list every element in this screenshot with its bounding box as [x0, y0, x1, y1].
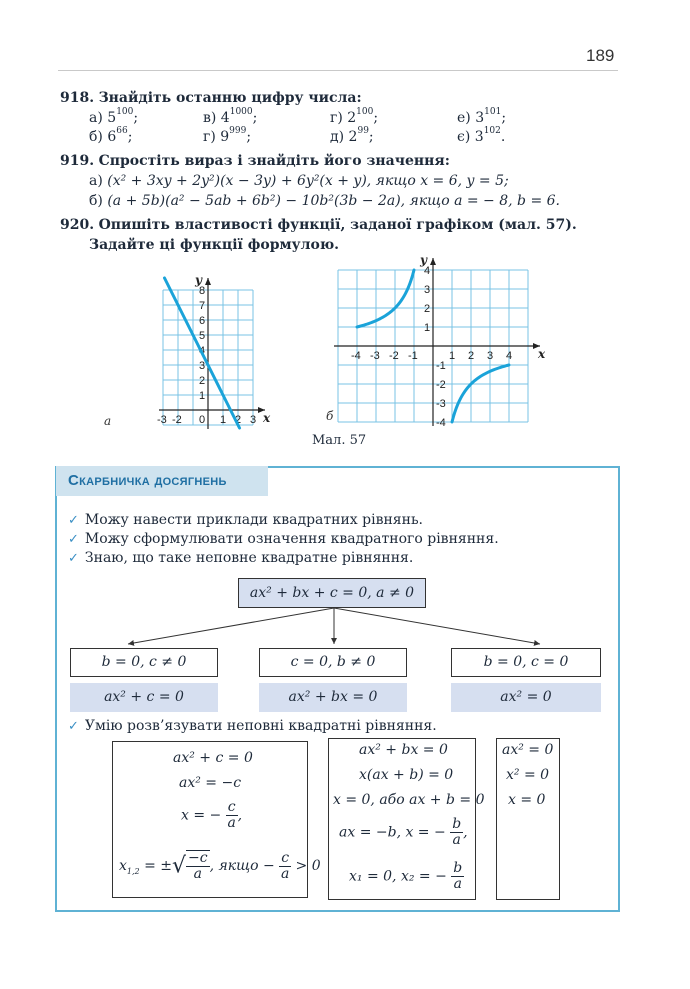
fraction: [451, 861, 464, 892]
sol3-line1: ax² = 0: [502, 742, 554, 758]
sol1-line4-gt: > 0: [291, 858, 321, 874]
x-tick-label: 1: [449, 350, 456, 362]
sol2-line4-lhs: ax = −b, x = −: [339, 824, 446, 841]
y-axis-arrow-icon: [205, 278, 211, 285]
arrow-left: [128, 608, 334, 644]
y-tick-label: -1: [436, 360, 446, 372]
sol1-line4-cond: , якщо −: [209, 858, 275, 874]
y-tick-label: 6: [199, 315, 206, 327]
task-919-title: [60, 152, 450, 171]
item-expression: (x² + 3xy + 2y²)(x − 3y) + 6y²(x + y), якщо x = 6, y = 5;: [107, 173, 509, 189]
solution-box-2: [328, 738, 485, 900]
item-exponent: 101: [484, 107, 502, 118]
task-918-title: [60, 89, 362, 108]
item-label: в): [203, 110, 221, 126]
item-base: 4: [220, 110, 230, 126]
task-number: 919.: [60, 153, 95, 169]
y-tick-label: 2: [199, 375, 206, 387]
task-919-a: [89, 172, 509, 191]
denominator: a: [227, 815, 236, 831]
page-number: 189: [586, 46, 615, 65]
item-exponent: 102: [483, 126, 501, 137]
checkmark-icon: ✓: [68, 513, 79, 528]
x-tick-label: 2: [235, 414, 242, 426]
item-base: 9: [220, 129, 230, 145]
x-tick-label: 4: [506, 350, 513, 362]
item-label: е): [457, 110, 476, 126]
sol1-line3-end: ,: [237, 807, 243, 824]
x-tick-label: -2: [389, 350, 399, 362]
condition-2: c = 0, b ≠ 0: [259, 648, 407, 677]
checkmark-icon: ✓: [68, 719, 79, 734]
denominator: a: [453, 876, 462, 892]
sol1-line4-mid: = ±: [139, 858, 173, 874]
y-axis-label: y: [420, 253, 427, 267]
numerator: c: [281, 849, 290, 866]
item-exponent: 999: [229, 126, 247, 137]
task-918-item: [330, 126, 374, 145]
sol1-line4-x: x: [119, 858, 127, 874]
sol2-line1: ax² + bx = 0: [359, 742, 448, 758]
item-base: 3: [474, 129, 484, 145]
solution-box-1: [112, 741, 321, 898]
item-exponent: 1000: [229, 107, 253, 118]
task-919-b: [89, 192, 560, 211]
y-tick-label: 4: [199, 345, 206, 357]
item-exponent: 99: [357, 126, 369, 137]
task-918-item: [330, 107, 379, 126]
item-punct: ;: [373, 110, 379, 126]
achievement-3: [68, 550, 413, 566]
item-label: а): [89, 173, 103, 189]
item-punct: ;: [127, 129, 133, 145]
series-line: [357, 270, 414, 327]
item-exponent: 100: [116, 107, 134, 118]
graph-a: [100, 255, 300, 435]
y-tick-label: 7: [199, 300, 206, 312]
denominator: a: [452, 832, 461, 848]
item-punct: ;: [252, 110, 258, 126]
y-tick-label: -3: [436, 398, 446, 410]
numerator: b: [452, 816, 462, 832]
numerator: c: [227, 799, 236, 815]
y-tick-label: -4: [436, 417, 446, 429]
subscript: 1,2: [126, 866, 140, 876]
x-tick-label: -4: [351, 350, 361, 362]
x-axis-label: x: [263, 411, 271, 425]
numerator: −c: [188, 850, 208, 866]
achievement-4: [68, 718, 437, 734]
item-base: 3: [475, 110, 485, 126]
sol2-line4: [339, 817, 468, 848]
figure-sublabel: б: [326, 409, 334, 423]
sol1-line2: ax² = −c: [179, 775, 242, 791]
figure-sublabel: а: [104, 414, 112, 428]
achievement-text: Можу навести приклади квадратних рівнянь.: [84, 512, 424, 528]
fraction: [226, 800, 238, 831]
y-tick-label: 8: [199, 285, 206, 297]
sol2-line3: x = 0, або ax + b = 0: [333, 792, 485, 808]
item-label: а): [89, 110, 108, 126]
task-text: Знайдіть останню цифру числа:: [98, 90, 362, 106]
task-text: Опишіть властивості функції, заданої графіком (мал. 57).: [98, 217, 577, 233]
task-920-line1: [60, 216, 577, 235]
task-918-item: [89, 126, 133, 145]
item-punct: ;: [246, 129, 252, 145]
condition-3: b = 0, c = 0: [451, 648, 601, 677]
sol1-line3-lhs: x = −: [181, 807, 222, 824]
achievement-1: [68, 512, 423, 528]
arrow-right: [334, 608, 540, 644]
sol2-line5: [349, 861, 464, 892]
y-axis-label: y: [195, 273, 202, 287]
item-exponent: 66: [116, 126, 128, 137]
achievement-text: Знаю, що таке неповне квадратне рівняння.: [84, 550, 414, 566]
item-expression: (a + 5b)(a² − 5ab + 6b²) − 10b²(3b − 2a), якщо a = − 8, b = 6.: [107, 193, 560, 209]
y-tick-label: 1: [424, 322, 431, 334]
item-base: 2: [348, 129, 358, 145]
item-punct: ;: [368, 129, 374, 145]
denominator: a: [193, 866, 203, 882]
y-tick-label: 5: [199, 330, 206, 342]
checkmark-icon: ✓: [68, 532, 79, 547]
achievements-title: Скарбничка досягнень: [68, 472, 227, 489]
item-punct: .: [500, 129, 506, 145]
x-tick-label: 1: [220, 414, 227, 426]
item-label: б): [89, 193, 103, 209]
x-tick-label: -3: [157, 414, 167, 426]
item-base: 6: [107, 129, 117, 145]
y-tick-label: 3: [424, 284, 431, 296]
y-axis-arrow-icon: [430, 258, 436, 265]
item-label: г): [330, 110, 348, 126]
radicand-fraction: [186, 850, 210, 882]
checkmark-icon: ✓: [68, 551, 79, 566]
x-tick-label: 3: [487, 350, 494, 362]
y-tick-label: -2: [436, 379, 446, 391]
denominator: a: [280, 865, 290, 882]
sol2-line5-lhs: x₁ = 0, x₂ = −: [349, 868, 447, 885]
solution-box-3: [496, 738, 560, 900]
equation-1: ax² + c = 0: [70, 683, 218, 712]
sol1-line3: [181, 800, 242, 831]
branch-arrows: [100, 606, 580, 648]
task-text: Спростіть вираз і знайдіть його значення:: [98, 153, 450, 169]
origin-label: 0: [199, 414, 206, 426]
item-label: б): [89, 129, 108, 145]
y-tick-label: 1: [199, 390, 206, 402]
y-tick-label: 2: [424, 303, 431, 315]
task-918-item: [203, 126, 252, 145]
radical-sign-icon: √: [172, 853, 187, 879]
task-918-item: [457, 107, 507, 126]
achievement-2: [68, 531, 499, 547]
task-number: 920.: [60, 217, 95, 233]
item-base: 2: [347, 110, 357, 126]
fraction: [279, 851, 291, 882]
task-text: Задайте ці функції формулою.: [89, 237, 340, 253]
item-exponent: 100: [356, 107, 374, 118]
item-label: д): [330, 129, 349, 145]
item-base: 5: [107, 110, 117, 126]
sol3-line2: x² = 0: [506, 767, 550, 783]
achievement-text: Можу сформулювати означення квадратного рівняння.: [84, 531, 499, 547]
x-tick-label: -3: [370, 350, 380, 362]
item-label: є): [457, 129, 475, 145]
main-formula: ax² + bx + c = 0, a ≠ 0: [238, 578, 426, 608]
x-tick-label: 3: [250, 414, 257, 426]
equation-3: ax² = 0: [451, 683, 601, 712]
item-punct: ;: [501, 110, 507, 126]
condition-1: b = 0, c ≠ 0: [70, 648, 218, 677]
equation-2: ax² + bx = 0: [259, 683, 407, 712]
header-rule: [58, 70, 618, 71]
x-tick-label: -1: [408, 350, 418, 362]
fraction: [450, 817, 463, 848]
item-label: г): [203, 129, 221, 145]
task-920-line2: [89, 236, 339, 255]
task-number: 918.: [60, 90, 95, 106]
sol3-line3: x = 0: [508, 792, 546, 808]
numerator: b: [453, 860, 463, 876]
y-tick-label: 3: [199, 360, 206, 372]
sol2-line2: x(ax + b) = 0: [359, 767, 454, 783]
sol1-line1: ax² + c = 0: [173, 750, 253, 766]
task-918-item: [203, 107, 258, 126]
series-line: [452, 365, 509, 422]
x-axis-label: x: [538, 347, 545, 361]
task-918-item: [457, 126, 506, 145]
task-918-item: [89, 107, 139, 126]
item-punct: ;: [133, 110, 139, 126]
y-tick-label: 4: [424, 265, 431, 277]
x-tick-label: 2: [468, 350, 475, 362]
sol1-line4: [119, 850, 321, 882]
x-tick-label: -2: [172, 414, 182, 426]
graph-b: [320, 250, 545, 435]
figure-caption: Мал. 57: [312, 433, 367, 448]
achievement-text: Умію розв’язувати неповні квадратні рівняння.: [84, 718, 437, 734]
sol2-line4-end: ,: [463, 824, 468, 841]
